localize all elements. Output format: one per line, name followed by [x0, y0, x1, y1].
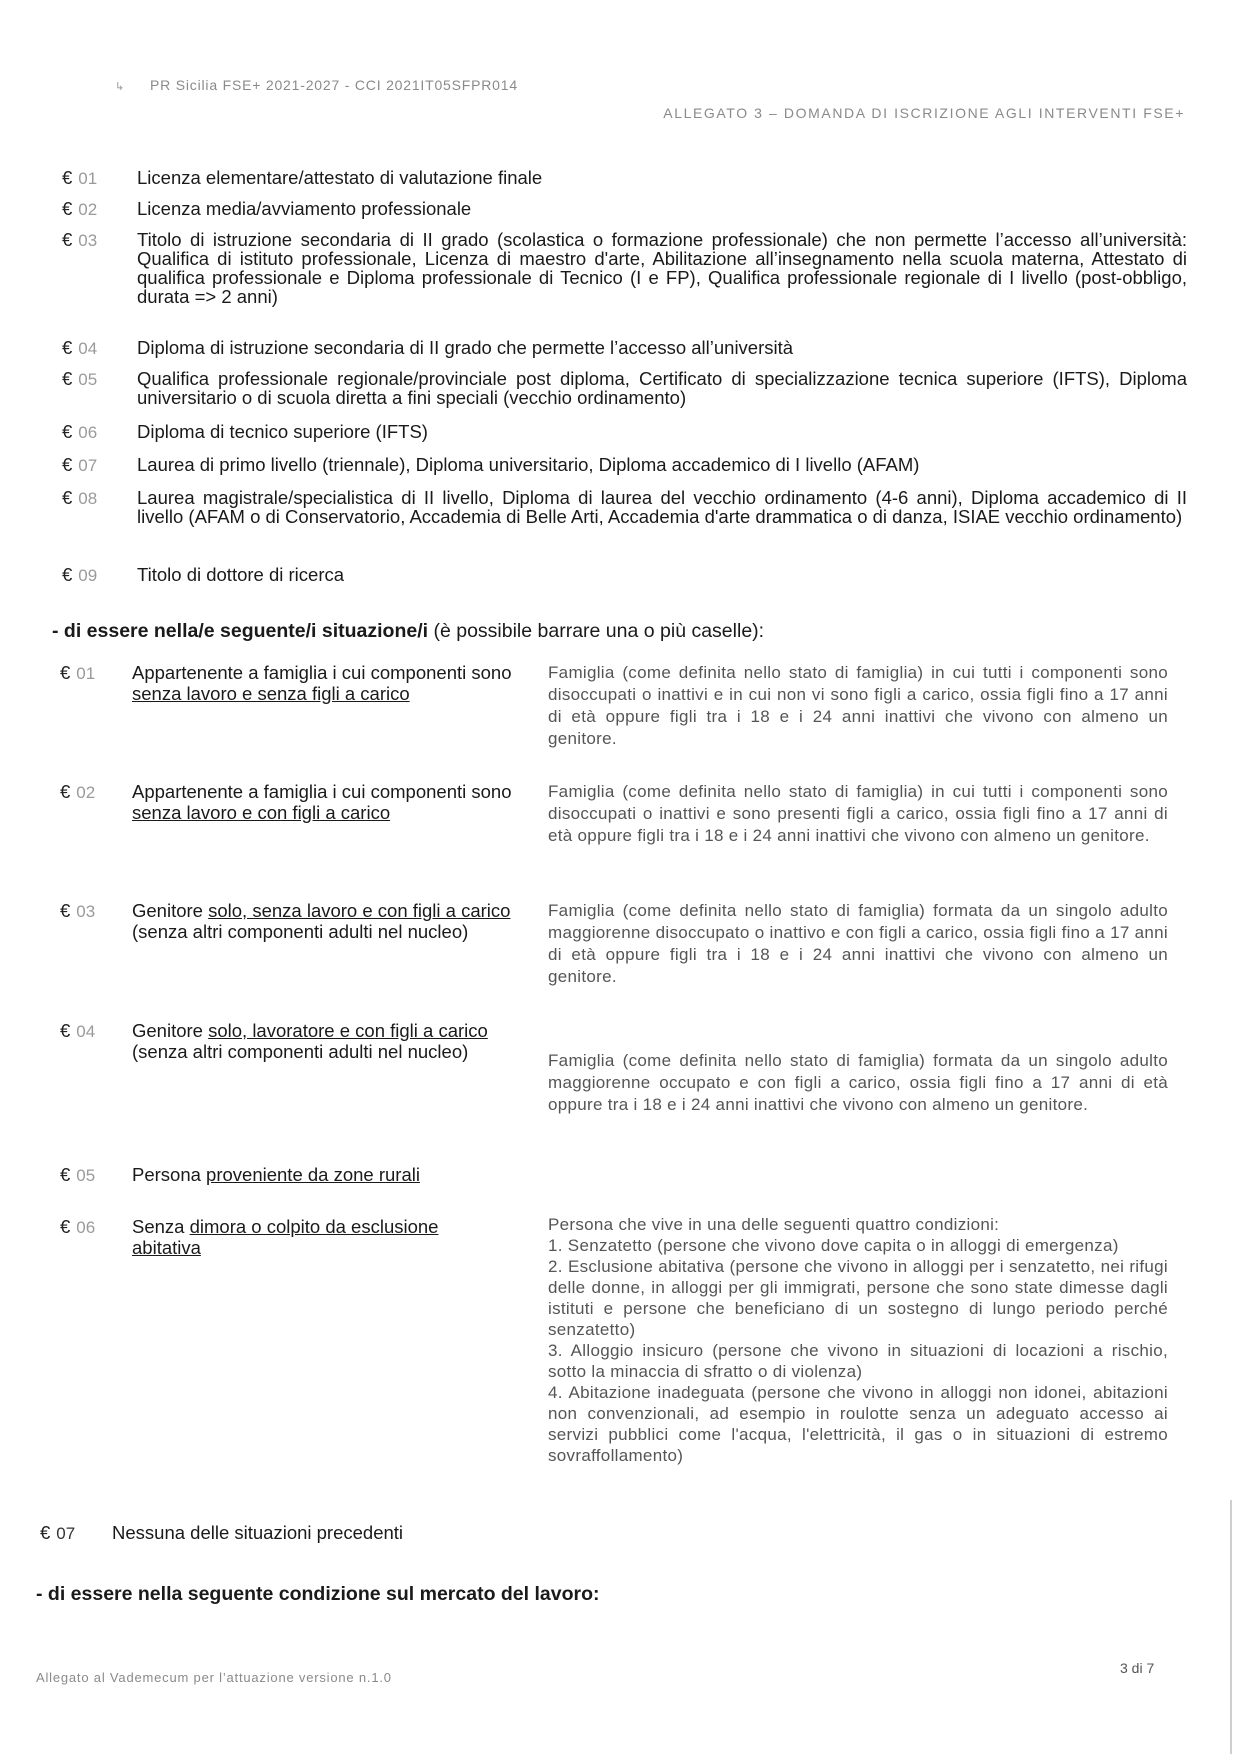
- situation-description-line: 2. Esclusione abitativa (persone che vivono in alloggi per i senzatetto, nei rifugi delle donne, in alloggi per gli immigrati, persone che sono state dimesse dagli istituti e persone che beneficiano di un sostegno di lungo periodo perché senzatetto): [548, 1257, 1168, 1339]
- situation-label: Genitore solo, lavoratore e con figli a carico (senza altri componenti adulti nel nucleo): [132, 1020, 488, 1062]
- education-checkbox-05[interactable]: € 05: [62, 368, 98, 389]
- scan-edge: [1230, 1500, 1232, 1754]
- page-number: 3 di 7: [1120, 1660, 1155, 1676]
- situation-description-line: 4. Abitazione inadeguata (persone che vivono in alloggi non idonei, abitazioni non convenzionali, ad esempio in roulotte senza un adeguato accesso ai servizi pubblici come l'acqua, l'elettricità, il gas o in situazioni di estremo sovraffollamento): [548, 1383, 1168, 1465]
- education-option-label: Titolo di istruzione secondaria di II grado (scolastica o formazione professionale) che non permette l’accesso all’università: Qualifica di istituto professionale, Licenza di maestro d'arte, Abilitazione all’insegnamento nella scuola materna, Attestato di qualifica professionale e Diploma professionale di Tecnico (I e FP), Qualifica professionale regionale di I livello (post-obbligo, durata => 2 anni): [137, 229, 1187, 307]
- education-option-label: Diploma di istruzione secondaria di II grado che permette l’accesso all’università: [137, 337, 794, 358]
- situation-checkbox-03[interactable]: € 03: [60, 900, 96, 921]
- situation-label: Persona proveniente da zone rurali: [132, 1164, 420, 1185]
- situation-label: Appartenente a famiglia i cui componenti sono senza lavoro e con figli a carico: [132, 781, 512, 823]
- header-attachment-title: ALLEGATO 3 – DOMANDA DI ISCRIZIONE AGLI INTERVENTI FSE+: [663, 105, 1185, 121]
- situation-description: Famiglia (come definita nello stato di famiglia) in cui tutti i componenti sono disoccupati o inattivi e in cui non vi sono figli a carico, ossia figli fino a 17 anni di età oppure figli tra i 18 e i 24 anni inattivi che vivono con almeno un genitore.: [548, 663, 1168, 748]
- situation-label: Senza dimora o colpito da esclusione abitativa: [132, 1216, 439, 1258]
- education-checkbox-09[interactable]: € 09: [62, 564, 98, 585]
- situation-label: Appartenente a famiglia i cui componenti sono senza lavoro e senza figli a carico: [132, 662, 512, 704]
- education-option-label: Laurea di primo livello (triennale), Diploma universitario, Diploma accademico di I livello (AFAM): [137, 454, 920, 475]
- header-mark: ↳: [115, 81, 125, 93]
- education-checkbox-03[interactable]: € 03: [62, 229, 98, 250]
- situation-description-line: Persona che vive in una delle seguenti quattro condizioni:: [548, 1215, 1000, 1234]
- situation-label: Nessuna delle situazioni precedenti: [112, 1522, 404, 1543]
- situation-description: Famiglia (come definita nello stato di famiglia) in cui tutti i componenti sono disoccupati o inattivi e sono presenti figli a carico, ossia figli fino a 17 anni di età oppure figli tra i 18 e i 24 anni inattivi che vivono con almeno un genitore.: [548, 782, 1168, 845]
- situation-checkbox-07[interactable]: € 07: [40, 1522, 76, 1543]
- situation-description: Famiglia (come definita nello stato di famiglia) formata da un singolo adulto maggiorenne occupato e con figli a carico, ossia figli fino a 17 anni di età oppure tra i 18 e i 24 anni inattivi che vivono con almeno un genitore.: [548, 1051, 1168, 1114]
- situation-description: [548, 1214, 1168, 1466]
- education-checkbox-01[interactable]: € 01: [62, 167, 98, 188]
- situation-checkbox-04[interactable]: € 04: [60, 1020, 96, 1041]
- header-program-code: PR Sicilia FSE+ 2021-2027 - CCI 2021IT05SFPR014: [150, 77, 518, 93]
- education-checkbox-02[interactable]: € 02: [62, 198, 98, 219]
- situation-checkbox-01[interactable]: € 01: [60, 662, 96, 683]
- education-option-label: Licenza elementare/attestato di valutazione finale: [137, 167, 543, 188]
- situation-checkbox-02[interactable]: € 02: [60, 781, 96, 802]
- education-checkbox-06[interactable]: € 06: [62, 421, 98, 442]
- education-option-label: Laurea magistrale/specialistica di II livello, Diploma di laurea del vecchio ordinamento (4-6 anni), Diploma accademico di II livello (AFAM o di Conservatorio, Accademia di Belle Arti, Accademia d'arte drammatica o di danza, ISIAE vecchio ordinamento): [137, 487, 1187, 527]
- situation-description: Famiglia (come definita nello stato di famiglia) formata da un singolo adulto maggiorenne disoccupato o inattivo e con figli a carico, ossia figli fino a 17 anni di età oppure figli tra i 18 e i 24 anni inattivi che vivono con almeno un genitore.: [548, 901, 1168, 986]
- education-option-label: Qualifica professionale regionale/provinciale post diploma, Certificato di specializzazione tecnica superiore (IFTS), Diploma universitario o di scuola diretta a fini speciali (vecchio ordinamento): [137, 368, 1187, 408]
- labour-market-heading: - di essere nella seguente condizione sul mercato del lavoro:: [36, 1583, 600, 1605]
- education-option-label: Diploma di tecnico superiore (IFTS): [137, 421, 428, 442]
- situation-checkbox-06[interactable]: € 06: [60, 1216, 96, 1237]
- situation-description-line: 1. Senzatetto (persone che vivono dove capita o in alloggi di emergenza): [548, 1236, 1119, 1255]
- footer-note: Allegato al Vademecum per l’attuazione versione n.1.0: [36, 1670, 392, 1685]
- situations-heading: - di essere nella/e seguente/i situazione/i (è possibile barrare una o più caselle):: [52, 620, 765, 642]
- education-checkbox-07[interactable]: € 07: [62, 454, 98, 475]
- situation-description-line: 3. Alloggio insicuro (persone che vivono in situazioni di locazioni a rischio, sotto la minaccia di sfratto o di violenza): [548, 1341, 1168, 1381]
- education-checkbox-08[interactable]: € 08: [62, 487, 98, 508]
- education-checkbox-04[interactable]: € 04: [62, 337, 98, 358]
- education-option-label: Titolo di dottore di ricerca: [137, 564, 345, 585]
- situation-label: Genitore solo, senza lavoro e con figli a carico (senza altri componenti adulti nel nucleo): [132, 900, 511, 942]
- education-option-label: Licenza media/avviamento professionale: [137, 198, 472, 219]
- situation-checkbox-05[interactable]: € 05: [60, 1164, 96, 1185]
